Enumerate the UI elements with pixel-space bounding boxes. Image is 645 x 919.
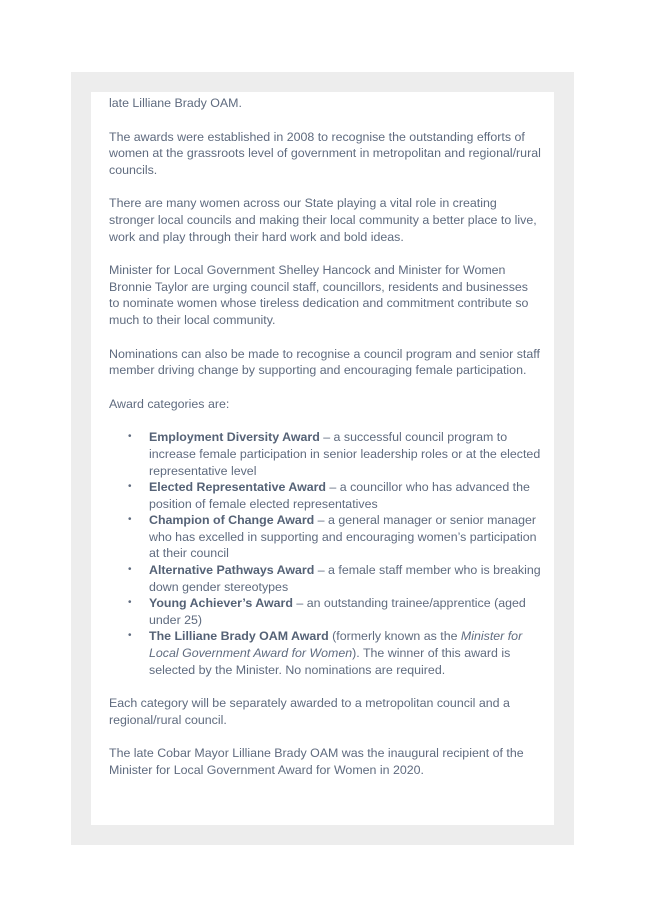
award-former-name: Minister for Local Government Award for Women — [149, 629, 523, 661]
award-title: The Lilliane Brady OAM Award — [149, 629, 329, 644]
list-item-employment-diversity — [128, 429, 541, 479]
award-description: – an outstanding trainee/apprentice (aged under 25) — [149, 596, 526, 627]
paragraph-awards-established: The awards were established in 2008 to recognise the outstanding efforts of women at the grassroots level of government in metropolitan and regional/rural councils. — [109, 129, 541, 177]
award-title: Young Achiever’s Award — [149, 596, 293, 611]
paragraph-intro-tail: late Lilliane Brady OAM. — [109, 96, 242, 110]
award-title: Elected Representative Award — [149, 480, 326, 495]
document-frame — [71, 72, 574, 845]
award-description: – a successful council program to increase female participation in senior leadership roles or at the elected representative level — [149, 430, 541, 478]
award-description-after: ). The winner of this award is selected by the Minister. No nominations are required. — [149, 646, 511, 677]
page-content — [109, 95, 541, 796]
list-item-champion-of-change — [128, 512, 541, 562]
bullet-icon: • — [128, 431, 132, 443]
award-title: Champion of Change Award — [149, 513, 315, 528]
list-item-alternative-pathways — [128, 562, 541, 595]
list-item-young-achiever — [128, 595, 541, 628]
award-description: – a general manager or senior manager who has excelled in supporting and encouraging women’s participation at their council — [149, 513, 537, 561]
document-page — [91, 92, 554, 825]
award-title: Employment Diversity Award — [149, 430, 320, 445]
paragraph-women-role: There are many women across our State playing a vital role in creating stronger local councils and making their local community a better place to live, work and play through their hard work and bold ideas. — [109, 196, 537, 244]
bullet-icon: • — [128, 630, 132, 642]
paragraph-ministers-urging: Minister for Local Government Shelley Hancock and Minister for Women Bronnie Taylor are urging council staff, councillors, residents and businesses to nominate women whose tireless dedication and commitment contribute so much to their local community. — [109, 263, 529, 327]
paragraph-categories-heading: Award categories are: — [109, 396, 230, 411]
list-item-elected-representative — [128, 479, 541, 512]
list-item-lilliane-brady — [128, 628, 541, 678]
paragraph-inaugural-recipient: The late Cobar Mayor Lilliane Brady OAM was the inaugural recipient of the Minister for Local Government Award for Women in 2020. — [109, 746, 524, 777]
award-description: – a female staff member who is breaking down gender stereotypes — [149, 563, 541, 594]
award-description: – a councillor who has advanced the position of female elected representatives — [149, 480, 530, 511]
award-title: Alternative Pathways Award — [149, 563, 315, 578]
paragraph-category-split: Each category will be separately awarded to a metropolitan council and a regional/rural council. — [109, 696, 510, 727]
bullet-icon: • — [128, 564, 132, 576]
bullet-icon: • — [128, 597, 132, 609]
award-description-before: (formerly known as the — [328, 629, 461, 644]
paragraph-nominations: Nominations can also be made to recognise a council program and senior staff member driving change by supporting and encouraging female participation. — [109, 346, 540, 378]
award-categories-list — [109, 429, 541, 678]
bullet-icon: • — [128, 514, 132, 526]
bullet-icon: • — [128, 481, 132, 493]
